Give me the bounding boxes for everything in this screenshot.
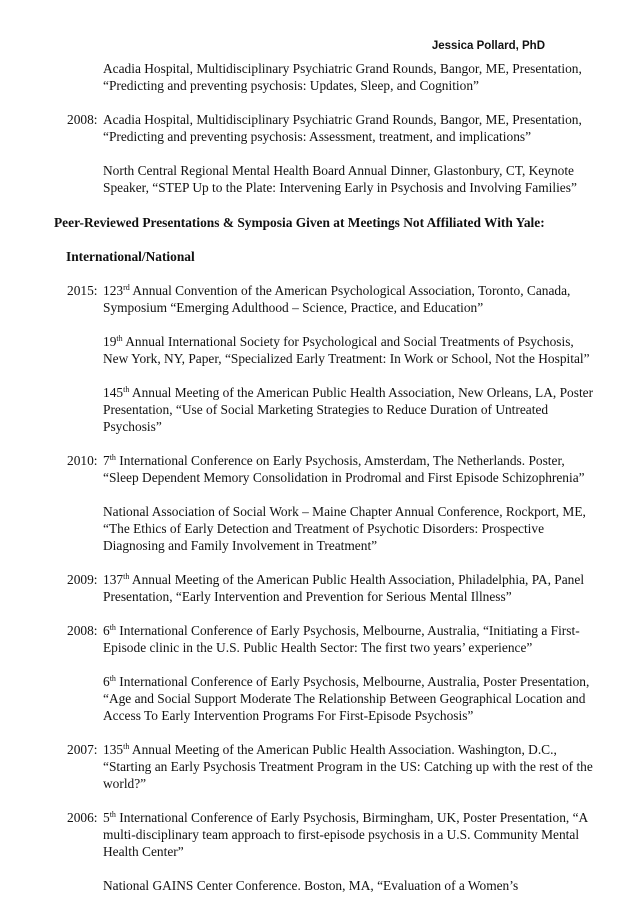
entry-text — [103, 622, 598, 656]
entry-description: International Conference of Early Psychosis, Birmingham, UK, Poster Presentation, “A multi-disciplinary team approach to first-episode psychosis in a U.S. Community Mental Health Center” — [103, 810, 588, 859]
presentation-entry — [0, 673, 638, 724]
presentation-entry — [0, 384, 638, 435]
ordinal-suffix: th — [109, 810, 116, 819]
entry-text — [103, 503, 598, 554]
ordinal-number: 19 — [103, 334, 117, 349]
entry-description: Annual Meeting of the American Public Health Association, Philadelphia, PA, Panel Presentation, “Early Intervention and Prevention for Serious Mental Illness” — [103, 572, 585, 604]
presentation-entry — [0, 809, 638, 860]
entry-text — [103, 333, 598, 367]
entry-year: 2015: — [67, 283, 98, 298]
ordinal-number: 135 — [103, 742, 124, 757]
presentation-entry — [0, 741, 638, 792]
ordinal-number: 123 — [103, 283, 124, 298]
ordinal-number: 5 — [103, 810, 110, 825]
presentation-entry — [0, 162, 638, 196]
ordinal-suffix: th — [123, 385, 130, 394]
sub-heading: International/National — [66, 249, 195, 264]
entry-text — [103, 809, 598, 860]
entry-year: 2006: — [67, 810, 98, 825]
document-body — [0, 60, 638, 911]
presentation-entry — [0, 333, 638, 367]
presentation-entry — [0, 60, 638, 94]
entry-text — [103, 741, 598, 792]
ordinal-suffix: th — [109, 674, 116, 683]
entry-description: International Conference on Early Psychosis, Amsterdam, The Netherlands. Poster, “Sleep Dependent Memory Consolidation in Prodromal and First Episode Schizophrenia” — [103, 453, 585, 485]
ordinal-suffix: rd — [123, 283, 130, 292]
presentation-entry — [0, 452, 638, 486]
ordinal-number: 137 — [103, 572, 124, 587]
entry-description: Annual Meeting of the American Public Health Association. Washington, D.C., “Starting an Early Psychosis Treatment Program in the US: Catching up with the rest of the world?” — [103, 742, 593, 791]
presentation-entry — [0, 571, 638, 605]
entry-description: International Conference of Early Psychosis, Melbourne, Australia, Poster Presentation, “Age and Social Support Moderate The Relationship Between Geographical Location and Access To Early Intervention Programs For First-Episode Psychosis” — [103, 674, 590, 723]
entry-year: 2007: — [67, 742, 98, 757]
presentation-entry — [0, 877, 638, 894]
entry-text: North Central Regional Mental Health Board Annual Dinner, Glastonbury, CT, Keynote Speaker, “STEP Up to the Plate: Intervening Early in Psychosis and Involving Families” — [103, 163, 577, 195]
entry-year: 2009: — [67, 572, 98, 587]
entry-text: Acadia Hospital, Multidisciplinary Psychiatric Grand Rounds, Bangor, ME, Presentation, “Predicting and preventing psychosis: Assessment, treatment, and implications” — [103, 112, 582, 144]
entry-description: Annual Convention of the American Psychological Association, Toronto, Canada, Symposium “Emerging Adulthood – Science, Practice, and Education” — [103, 283, 571, 315]
ordinal-suffix: th — [109, 623, 116, 632]
presentation-entry — [0, 111, 638, 145]
ordinal-suffix: th — [116, 334, 123, 343]
entry-description: National Association of Social Work – Maine Chapter Annual Conference, Rockport, ME, “The Ethics of Early Detection and Treatment of Psychotic Disorders: Prospective Diagnosing and Family Involvement in Treatment” — [103, 504, 586, 553]
ordinal-number: 6 — [103, 674, 110, 689]
ordinal-suffix: th — [109, 453, 116, 462]
entry-year: 2008: — [67, 623, 98, 638]
ordinal-number: 145 — [103, 385, 124, 400]
entry-text — [103, 673, 598, 724]
ordinal-number: 7 — [103, 453, 110, 468]
entry-text — [103, 877, 598, 894]
ordinal-suffix: th — [123, 572, 130, 581]
entry-text — [103, 282, 598, 316]
entry-text — [103, 384, 598, 435]
entry-year: 2010: — [67, 453, 98, 468]
section-heading: Peer-Reviewed Presentations & Symposia Given at Meetings Not Affiliated With Yale: — [54, 215, 545, 230]
entry-text — [103, 452, 598, 486]
presentation-entry — [0, 282, 638, 316]
entry-text: Acadia Hospital, Multidisciplinary Psychiatric Grand Rounds, Bangor, ME, Presentation, “Predicting and preventing psychosis: Updates, Sleep, and Cognition” — [103, 61, 582, 93]
ordinal-number: 6 — [103, 623, 110, 638]
ordinal-suffix: th — [123, 742, 130, 751]
entry-description: Annual International Society for Psychological and Social Treatments of Psychosis, New York, NY, Paper, “Specialized Early Treatment: In Work or School, Not the Hospital” — [103, 334, 590, 366]
page-header-author: Jessica Pollard, PhD — [431, 40, 545, 52]
entry-description: National GAINS Center Conference. Boston, MA, “Evaluation of a Women’s — [103, 878, 519, 893]
presentation-entry — [0, 503, 638, 554]
entry-year: 2008: — [67, 112, 98, 127]
entry-description: Annual Meeting of the American Public Health Association, New Orleans, LA, Poster Presentation, “Use of Social Marketing Strategies to Reduce Duration of Untreated Psychosis” — [103, 385, 594, 434]
entry-description: International Conference of Early Psychosis, Melbourne, Australia, “Initiating a First-Episode clinic in the U.S. Public Health Sector: The first two years’ experience” — [103, 623, 580, 655]
entry-text — [103, 571, 598, 605]
presentation-entry — [0, 622, 638, 656]
